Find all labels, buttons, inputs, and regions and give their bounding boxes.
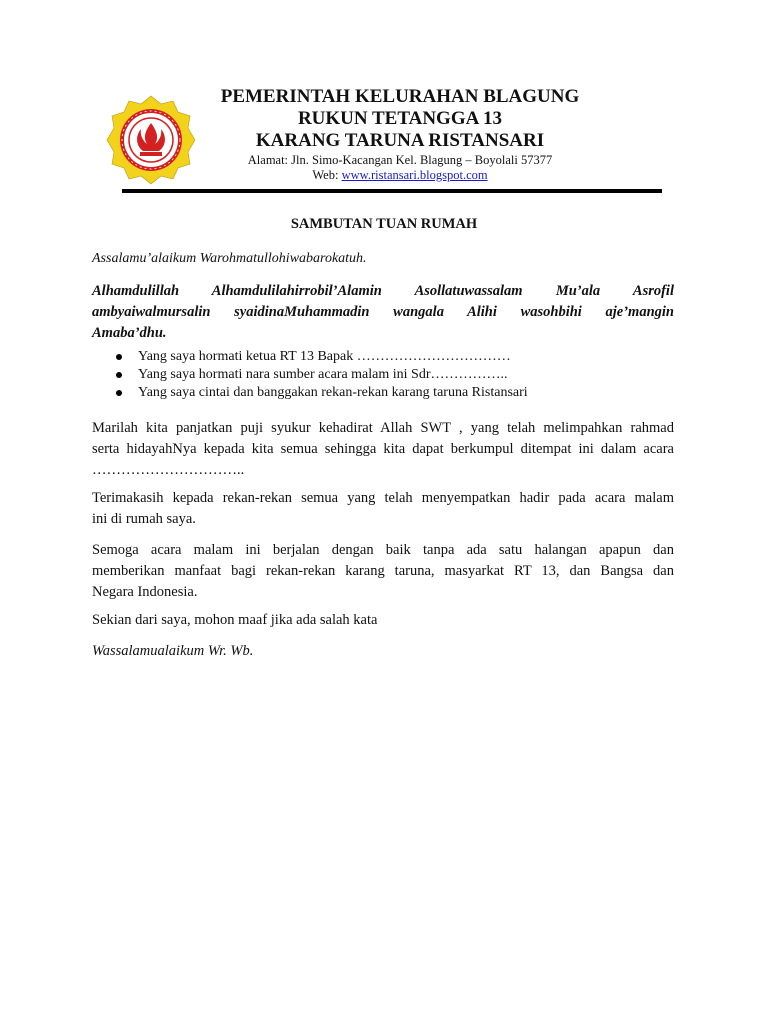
- bullet-icon: [116, 390, 122, 396]
- paragraph-3: [92, 540, 674, 603]
- paragraph-1-line3: …………………………..: [92, 462, 245, 478]
- paragraph-1-line1: Marilah kita panjatkan puji syukur kehadirat Allah SWT , yang telah melimpahkan rahmad: [92, 420, 674, 436]
- letterhead-web: [200, 168, 600, 183]
- letterhead-divider: [122, 189, 662, 193]
- list-item: [92, 366, 674, 384]
- hamdalah-paragraph: [92, 281, 674, 344]
- web-link[interactable]: www.ristansari.blogspot.com: [341, 168, 488, 182]
- hamdalah-line2: ambyaiwalmursalin syaidinaMuhammadin wangala Alihi wasohbihi aje’mangin: [92, 304, 674, 320]
- paragraph-3-line2: memberikan manfaat bagi rekan-rekan karang taruna, masyarkat RT 13, dan Bangsa dan: [92, 563, 674, 579]
- paragraph-1: [92, 418, 674, 481]
- list-item: [92, 348, 674, 366]
- letterhead-line2: RUKUN TETANGGA 13: [297, 108, 503, 129]
- list-item-text: Yang saya cintai dan banggakan rekan-rekan karang taruna Ristansari: [138, 385, 528, 400]
- karang-taruna-logo: [106, 94, 196, 186]
- paragraph-2: [92, 488, 674, 530]
- salutation-list: [92, 348, 674, 402]
- list-item-text: Yang saya hormati nara sumber acara malam ini Sdr……………..: [138, 367, 508, 382]
- greeting: Assalamu’alaikum Warohmatullohiwabarokatuh.: [92, 251, 367, 266]
- paragraph-4: Sekian dari saya, mohon maaf jika ada salah kata: [92, 612, 378, 628]
- bullet-icon: [116, 372, 122, 378]
- paragraph-1-line2: serta hidayahNya kepada kita semua sehingga kita dapat berkumpul ditempat ini dalam acara: [92, 441, 674, 457]
- logo-base: [140, 152, 162, 156]
- paragraph-2-line1: Terimakasih kepada rekan-rekan semua yang telah menyempatkan hadir pada acara malam: [92, 490, 674, 506]
- paragraph-3-line1: Semoga acara malam ini berjalan dengan baik tanpa ada satu halangan apapun dan: [92, 542, 674, 558]
- paragraph-3-line3: Negara Indonesia.: [92, 584, 198, 600]
- letterhead-line1: PEMERINTAH KELURAHAN BLAGUNG: [220, 86, 580, 107]
- document-title: SAMBUTAN TUAN RUMAH: [290, 216, 478, 232]
- letterhead-address: Alamat: Jln. Simo-Kacangan Kel. Blagung – Boyolali 57377: [247, 153, 553, 167]
- letterhead-line3: KARANG TARUNA RISTANSARI: [255, 130, 545, 151]
- web-label: Web:: [312, 168, 342, 182]
- letterhead: [200, 86, 600, 183]
- list-item-text: Yang saya hormati ketua RT 13 Bapak ……………………………: [138, 349, 511, 364]
- hamdalah-line3: Amaba’dhu.: [92, 325, 167, 341]
- paragraph-2-line2: ini di rumah saya.: [92, 511, 196, 527]
- hamdalah-line1: Alhamdulillah Alhamdulilahirrobil’Alamin Asollatuwassalam Mu’ala Asrofil: [92, 283, 674, 299]
- closing-salutation: Wassalamualaikum Wr. Wb.: [92, 643, 254, 659]
- bullet-icon: [116, 354, 122, 360]
- list-item: [92, 384, 674, 402]
